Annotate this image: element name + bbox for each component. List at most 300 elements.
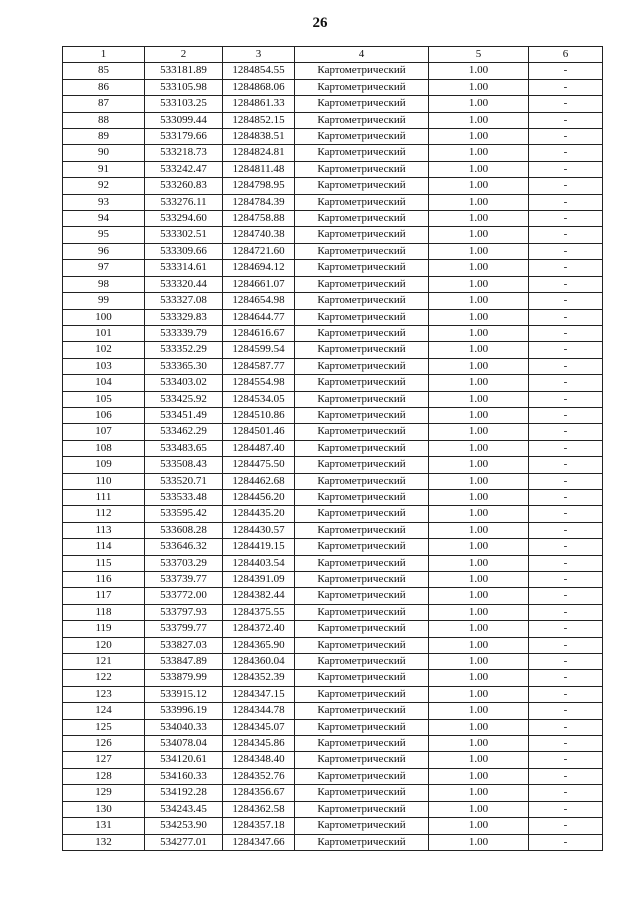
table-cell: 116 xyxy=(63,572,145,588)
column-header: 2 xyxy=(145,47,223,63)
table-header xyxy=(63,47,603,63)
table-row xyxy=(63,129,603,145)
table-cell: 533520.71 xyxy=(145,473,223,489)
table-row xyxy=(63,211,603,227)
table-cell: - xyxy=(529,391,603,407)
table-cell: 534277.01 xyxy=(145,834,223,850)
table-row xyxy=(63,63,603,79)
table-cell: 104 xyxy=(63,375,145,391)
table-cell: 1284644.77 xyxy=(223,309,295,325)
table-cell: - xyxy=(529,276,603,292)
table-cell: 533462.29 xyxy=(145,424,223,440)
table-cell: 1284456.20 xyxy=(223,489,295,505)
table-cell: Картометрический xyxy=(295,588,429,604)
table-cell: 533103.25 xyxy=(145,96,223,112)
table-cell: Картометрический xyxy=(295,473,429,489)
table-row xyxy=(63,670,603,686)
table-cell: 534160.33 xyxy=(145,768,223,784)
table-row xyxy=(63,276,603,292)
table-cell: Картометрический xyxy=(295,342,429,358)
table-cell: 533218.73 xyxy=(145,145,223,161)
table-cell: 1.00 xyxy=(429,736,529,752)
table-row xyxy=(63,768,603,784)
table-row xyxy=(63,473,603,489)
table-cell: 534243.45 xyxy=(145,801,223,817)
table-cell: 129 xyxy=(63,785,145,801)
table-cell: 533451.49 xyxy=(145,407,223,423)
table-cell: 533608.28 xyxy=(145,522,223,538)
table-cell: 1.00 xyxy=(429,325,529,341)
table-cell: 132 xyxy=(63,834,145,850)
table-cell: 110 xyxy=(63,473,145,489)
table-cell: - xyxy=(529,801,603,817)
table-cell: 1284462.68 xyxy=(223,473,295,489)
table-cell: 87 xyxy=(63,96,145,112)
table-cell: 122 xyxy=(63,670,145,686)
table-cell: 89 xyxy=(63,129,145,145)
table-cell: 1.00 xyxy=(429,555,529,571)
table-cell: 1284375.55 xyxy=(223,604,295,620)
table-cell: 1284654.98 xyxy=(223,293,295,309)
table-cell: 108 xyxy=(63,440,145,456)
table-row xyxy=(63,555,603,571)
table-cell: Картометрический xyxy=(295,276,429,292)
table-cell: 533352.29 xyxy=(145,342,223,358)
table-cell: 1.00 xyxy=(429,834,529,850)
table-row xyxy=(63,227,603,243)
table-cell: Картометрический xyxy=(295,145,429,161)
table-cell: 1284345.07 xyxy=(223,719,295,735)
table-cell: - xyxy=(529,539,603,555)
table-cell: 88 xyxy=(63,112,145,128)
table-cell: 1.00 xyxy=(429,489,529,505)
table-cell: 1284344.78 xyxy=(223,703,295,719)
table-cell: 1284372.40 xyxy=(223,621,295,637)
table-cell: 1284391.09 xyxy=(223,572,295,588)
table-cell: 533309.66 xyxy=(145,243,223,259)
table-row xyxy=(63,703,603,719)
table-row xyxy=(63,785,603,801)
table-cell: 533703.29 xyxy=(145,555,223,571)
table-cell: 533339.79 xyxy=(145,325,223,341)
table-row xyxy=(63,243,603,259)
table-cell: 1284661.07 xyxy=(223,276,295,292)
table-cell: 1.00 xyxy=(429,161,529,177)
table-cell: 533320.44 xyxy=(145,276,223,292)
table-cell: - xyxy=(529,309,603,325)
table-cell: Картометрический xyxy=(295,736,429,752)
table-cell: 1.00 xyxy=(429,621,529,637)
table-cell: 1284357.18 xyxy=(223,818,295,834)
table-cell: 1284403.54 xyxy=(223,555,295,571)
table-cell: 1.00 xyxy=(429,358,529,374)
table-cell: 533242.47 xyxy=(145,161,223,177)
table-cell: 93 xyxy=(63,194,145,210)
table-cell: 1284356.67 xyxy=(223,785,295,801)
table-row xyxy=(63,457,603,473)
table-row xyxy=(63,637,603,653)
table-cell: 1.00 xyxy=(429,375,529,391)
table-cell: 1.00 xyxy=(429,112,529,128)
table-cell: - xyxy=(529,719,603,735)
table-cell: 1.00 xyxy=(429,260,529,276)
table-cell: Картометрический xyxy=(295,211,429,227)
table-cell: 1284798.95 xyxy=(223,178,295,194)
table-cell: 533879.99 xyxy=(145,670,223,686)
table-cell: 1.00 xyxy=(429,293,529,309)
table-cell: 1.00 xyxy=(429,227,529,243)
table-cell: - xyxy=(529,670,603,686)
table-cell: 1284599.54 xyxy=(223,342,295,358)
table-cell: 92 xyxy=(63,178,145,194)
table-cell: 533181.89 xyxy=(145,63,223,79)
column-header: 6 xyxy=(529,47,603,63)
table-cell: Картометрический xyxy=(295,424,429,440)
table-cell: 1284694.12 xyxy=(223,260,295,276)
table-cell: 533772.00 xyxy=(145,588,223,604)
table-cell: 1.00 xyxy=(429,719,529,735)
table-cell: 109 xyxy=(63,457,145,473)
table-cell: 533425.92 xyxy=(145,391,223,407)
table-cell: 127 xyxy=(63,752,145,768)
table-cell: 121 xyxy=(63,654,145,670)
table-cell: 533739.77 xyxy=(145,572,223,588)
table-cell: 1.00 xyxy=(429,588,529,604)
table-cell: 105 xyxy=(63,391,145,407)
table-cell: Картометрический xyxy=(295,194,429,210)
table-cell: - xyxy=(529,358,603,374)
table-cell: 1.00 xyxy=(429,96,529,112)
table-cell: 1.00 xyxy=(429,145,529,161)
table-cell: - xyxy=(529,489,603,505)
table-cell: Картометрический xyxy=(295,506,429,522)
table-cell: Картометрический xyxy=(295,555,429,571)
table-row xyxy=(63,293,603,309)
table-row xyxy=(63,736,603,752)
table-cell: Картометрический xyxy=(295,309,429,325)
table-cell: 1.00 xyxy=(429,768,529,784)
table-cell: 94 xyxy=(63,211,145,227)
table-cell: 119 xyxy=(63,621,145,637)
table-cell: 534253.90 xyxy=(145,818,223,834)
table-cell: 533595.42 xyxy=(145,506,223,522)
table-cell: 100 xyxy=(63,309,145,325)
table-cell: 533483.65 xyxy=(145,440,223,456)
table-cell: 125 xyxy=(63,719,145,735)
table-cell: 1284475.50 xyxy=(223,457,295,473)
table-cell: - xyxy=(529,161,603,177)
table-row xyxy=(63,375,603,391)
table-cell: - xyxy=(529,211,603,227)
table-cell: 131 xyxy=(63,818,145,834)
table-cell: 113 xyxy=(63,522,145,538)
table-cell: Картометрический xyxy=(295,96,429,112)
table-cell: 95 xyxy=(63,227,145,243)
table-cell: 534192.28 xyxy=(145,785,223,801)
table-cell: 1284352.39 xyxy=(223,670,295,686)
table-cell: Картометрический xyxy=(295,79,429,95)
table-row xyxy=(63,604,603,620)
table-cell: 1284824.81 xyxy=(223,145,295,161)
table-cell: - xyxy=(529,342,603,358)
table-cell: 534120.61 xyxy=(145,752,223,768)
table-cell: Картометрический xyxy=(295,375,429,391)
table-cell: - xyxy=(529,325,603,341)
table-cell: 1284534.05 xyxy=(223,391,295,407)
table-cell: 1.00 xyxy=(429,457,529,473)
table-cell: Картометрический xyxy=(295,703,429,719)
table-cell: - xyxy=(529,424,603,440)
table-cell: Картометрический xyxy=(295,719,429,735)
table-cell: - xyxy=(529,79,603,95)
table-cell: 534040.33 xyxy=(145,719,223,735)
table-row xyxy=(63,96,603,112)
table-cell: Картометрический xyxy=(295,407,429,423)
table-cell: 86 xyxy=(63,79,145,95)
table-cell: 107 xyxy=(63,424,145,440)
table-cell: 1284347.66 xyxy=(223,834,295,850)
table-cell: Картометрический xyxy=(295,637,429,653)
table-cell: - xyxy=(529,621,603,637)
table-cell: 112 xyxy=(63,506,145,522)
table-cell: Картометрический xyxy=(295,522,429,538)
table-cell: 1.00 xyxy=(429,506,529,522)
table-cell: Картометрический xyxy=(295,325,429,341)
page-number: 26 xyxy=(312,15,328,31)
table-cell: Картометрический xyxy=(295,260,429,276)
table-cell: 533302.51 xyxy=(145,227,223,243)
table-cell: 115 xyxy=(63,555,145,571)
table-row xyxy=(63,834,603,850)
table-row xyxy=(63,424,603,440)
table-row xyxy=(63,801,603,817)
table-cell: - xyxy=(529,63,603,79)
table-cell: 130 xyxy=(63,801,145,817)
column-header: 5 xyxy=(429,47,529,63)
table-row xyxy=(63,539,603,555)
table-row xyxy=(63,112,603,128)
table-cell: 90 xyxy=(63,145,145,161)
table-cell: 533105.98 xyxy=(145,79,223,95)
table-cell: - xyxy=(529,572,603,588)
table-cell: - xyxy=(529,637,603,653)
table-cell: 102 xyxy=(63,342,145,358)
table-cell: 85 xyxy=(63,63,145,79)
table-cell: Картометрический xyxy=(295,112,429,128)
table-cell: 126 xyxy=(63,736,145,752)
table-cell: Картометрический xyxy=(295,785,429,801)
table-cell: Картометрический xyxy=(295,654,429,670)
table-cell: 1284430.57 xyxy=(223,522,295,538)
table-cell: Картометрический xyxy=(295,768,429,784)
table-cell: - xyxy=(529,604,603,620)
table-cell: 1.00 xyxy=(429,440,529,456)
table-row xyxy=(63,489,603,505)
table-cell: - xyxy=(529,555,603,571)
table-cell: 533915.12 xyxy=(145,686,223,702)
column-header: 4 xyxy=(295,47,429,63)
table-cell: - xyxy=(529,703,603,719)
table-cell: Картометрический xyxy=(295,293,429,309)
table-cell: 106 xyxy=(63,407,145,423)
table-cell: 1.00 xyxy=(429,686,529,702)
table-row xyxy=(63,818,603,834)
table-cell: 91 xyxy=(63,161,145,177)
table-cell: 533996.19 xyxy=(145,703,223,719)
table-cell: Картометрический xyxy=(295,440,429,456)
table-cell: 101 xyxy=(63,325,145,341)
table-cell: 1284487.40 xyxy=(223,440,295,456)
table-cell: 533847.89 xyxy=(145,654,223,670)
table-cell: 98 xyxy=(63,276,145,292)
table-row xyxy=(63,506,603,522)
table-cell: - xyxy=(529,129,603,145)
table-row xyxy=(63,572,603,588)
table-cell: Картометрический xyxy=(295,801,429,817)
table-cell: 533508.43 xyxy=(145,457,223,473)
table-cell: 1.00 xyxy=(429,539,529,555)
table-cell: 533327.08 xyxy=(145,293,223,309)
table-cell: 1284501.46 xyxy=(223,424,295,440)
table-cell: Картометрический xyxy=(295,243,429,259)
table-cell: Картометрический xyxy=(295,227,429,243)
table-cell: - xyxy=(529,654,603,670)
table-cell: 1284362.58 xyxy=(223,801,295,817)
table-cell: 1.00 xyxy=(429,194,529,210)
coordinates-table xyxy=(62,46,603,851)
table-cell: Картометрический xyxy=(295,604,429,620)
table-row xyxy=(63,522,603,538)
table-cell: - xyxy=(529,506,603,522)
table-cell: 1.00 xyxy=(429,637,529,653)
table-cell: - xyxy=(529,227,603,243)
table-cell: 533403.02 xyxy=(145,375,223,391)
table-cell: - xyxy=(529,522,603,538)
table-cell: 124 xyxy=(63,703,145,719)
table-cell: Картометрический xyxy=(295,178,429,194)
table-cell: 1284345.86 xyxy=(223,736,295,752)
table-cell: 1284868.06 xyxy=(223,79,295,95)
table-cell: 1284721.60 xyxy=(223,243,295,259)
table-cell: 533533.48 xyxy=(145,489,223,505)
table-cell: 1.00 xyxy=(429,818,529,834)
table-cell: 534078.04 xyxy=(145,736,223,752)
table-cell: 1.00 xyxy=(429,670,529,686)
table-cell: 123 xyxy=(63,686,145,702)
table-cell: - xyxy=(529,818,603,834)
table-cell: - xyxy=(529,768,603,784)
table-cell: 533276.11 xyxy=(145,194,223,210)
table-cell: 1.00 xyxy=(429,309,529,325)
table-row xyxy=(63,79,603,95)
table-cell: 117 xyxy=(63,588,145,604)
table-row xyxy=(63,178,603,194)
table-cell: 103 xyxy=(63,358,145,374)
table-cell: 1.00 xyxy=(429,473,529,489)
table-cell: 1284348.40 xyxy=(223,752,295,768)
table-cell: 1.00 xyxy=(429,407,529,423)
table-cell: 1284554.98 xyxy=(223,375,295,391)
table-cell: 1284587.77 xyxy=(223,358,295,374)
table-cell: Картометрический xyxy=(295,752,429,768)
table-cell: Картометрический xyxy=(295,489,429,505)
table-cell: 1284352.76 xyxy=(223,768,295,784)
table-cell: 533260.83 xyxy=(145,178,223,194)
table-cell: 1.00 xyxy=(429,129,529,145)
table-cell: 1.00 xyxy=(429,243,529,259)
table-cell: 1.00 xyxy=(429,752,529,768)
table-cell: - xyxy=(529,752,603,768)
table-cell: Картометрический xyxy=(295,670,429,686)
table-row xyxy=(63,719,603,735)
table-cell: Картометрический xyxy=(295,686,429,702)
table-body xyxy=(63,63,603,851)
table-row xyxy=(63,309,603,325)
table-row xyxy=(63,145,603,161)
table-row xyxy=(63,194,603,210)
table-cell: 118 xyxy=(63,604,145,620)
table-cell: Картометрический xyxy=(295,161,429,177)
table-cell: 1.00 xyxy=(429,79,529,95)
table-cell: 533179.66 xyxy=(145,129,223,145)
table-cell: 97 xyxy=(63,260,145,276)
table-cell: 533294.60 xyxy=(145,211,223,227)
table-cell: - xyxy=(529,473,603,489)
table-row xyxy=(63,407,603,423)
table-cell: - xyxy=(529,588,603,604)
table-cell: 1284510.86 xyxy=(223,407,295,423)
table-cell: - xyxy=(529,834,603,850)
table-cell: 1.00 xyxy=(429,391,529,407)
table-cell: 1284838.51 xyxy=(223,129,295,145)
table-cell: 1284347.15 xyxy=(223,686,295,702)
table-cell: - xyxy=(529,785,603,801)
table-cell: - xyxy=(529,194,603,210)
table-cell: - xyxy=(529,260,603,276)
table-cell: - xyxy=(529,178,603,194)
table-cell: 99 xyxy=(63,293,145,309)
table-cell: 1284365.90 xyxy=(223,637,295,653)
table-cell: 1.00 xyxy=(429,604,529,620)
table-cell: 1284811.48 xyxy=(223,161,295,177)
table-cell: Картометрический xyxy=(295,457,429,473)
table-cell: 1.00 xyxy=(429,572,529,588)
table-cell: 533646.32 xyxy=(145,539,223,555)
table-cell: 1.00 xyxy=(429,424,529,440)
table-row xyxy=(63,358,603,374)
table-cell: 1.00 xyxy=(429,785,529,801)
table-row xyxy=(63,342,603,358)
table-cell: 533365.30 xyxy=(145,358,223,374)
table-cell: Картометрический xyxy=(295,129,429,145)
table-row xyxy=(63,161,603,177)
table-cell: 1.00 xyxy=(429,801,529,817)
table-cell: 533799.77 xyxy=(145,621,223,637)
table-cell: 1284740.38 xyxy=(223,227,295,243)
table-cell: 96 xyxy=(63,243,145,259)
table-cell: 1284435.20 xyxy=(223,506,295,522)
table-cell: 120 xyxy=(63,637,145,653)
table-cell: Картометрический xyxy=(295,63,429,79)
table-cell: 533329.83 xyxy=(145,309,223,325)
table-row xyxy=(63,588,603,604)
table-cell: Картометрический xyxy=(295,539,429,555)
table-cell: 114 xyxy=(63,539,145,555)
table-row xyxy=(63,391,603,407)
table-cell: 1284419.15 xyxy=(223,539,295,555)
table-cell: 1284382.44 xyxy=(223,588,295,604)
table-cell: - xyxy=(529,293,603,309)
